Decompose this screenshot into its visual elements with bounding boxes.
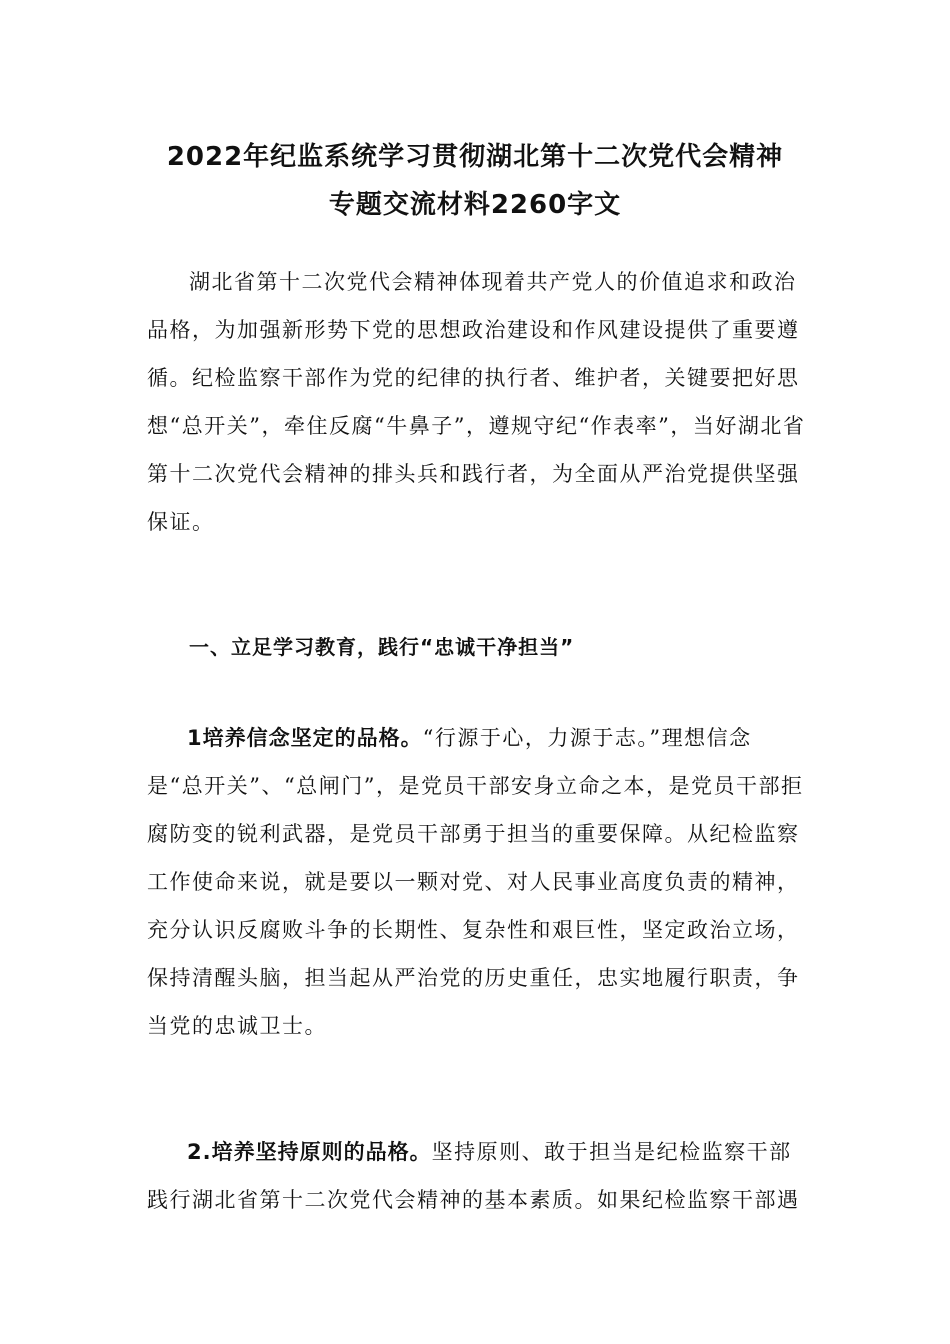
intro-paragraph: 湖北省第十二次党代会精神体现着共产党人的价值追求和政治品格，为加强新形势下党的思想政治建设和作风建设提供了重要遵循。纪检监察干部作为党的纪律的执行者、维护者，关键要把好思想“总开关”，牵住反腐“牛鼻子”，遵规守纪“作表率”，当好湖北省第十二次党代会精神的排头兵和践行者，为全面从严治党提供坚强保证。: [147, 270, 806, 534]
item-1-lead: 1培养信念坚定的品格。: [187, 726, 423, 750]
item-1-text: “行源于心，力源于志。”理想信念是“总开关”、“总闸门”，是党员干部安身立命之本，是党员干部拒腐防变的锐利武器，是党员干部勇于担当的重要保障。从纪检监察工作使命来说，就是要以一颗对党、对人民事业高度负责的精神，充分认识反腐败斗争的长期性、复杂性和艰巨性，坚定政治立场，保持清醒头脑，担当起从严治党的历史重任，忠实地履行职责，争当党的忠诚卫士。: [147, 726, 804, 1038]
paragraph-item-1: [147, 714, 807, 1050]
paragraph-item-2: [147, 1128, 807, 1224]
item-2-lead: 2.培养坚持原则的品格。: [187, 1140, 432, 1164]
document-title-line-2: 专题交流材料2260字文: [328, 190, 622, 220]
document-title-line-1: 2022年纪监系统学习贯彻湖北第十二次党代会精神: [166, 142, 784, 172]
section-heading-1: 一、立足学习教育，践行“忠诚干净担当”: [189, 635, 575, 659]
item-2-text: 坚持原则、敢于担当是纪检监察干部践行湖北省第十二次党代会精神的基本素质。如果纪检监察干部遇: [147, 1140, 800, 1212]
